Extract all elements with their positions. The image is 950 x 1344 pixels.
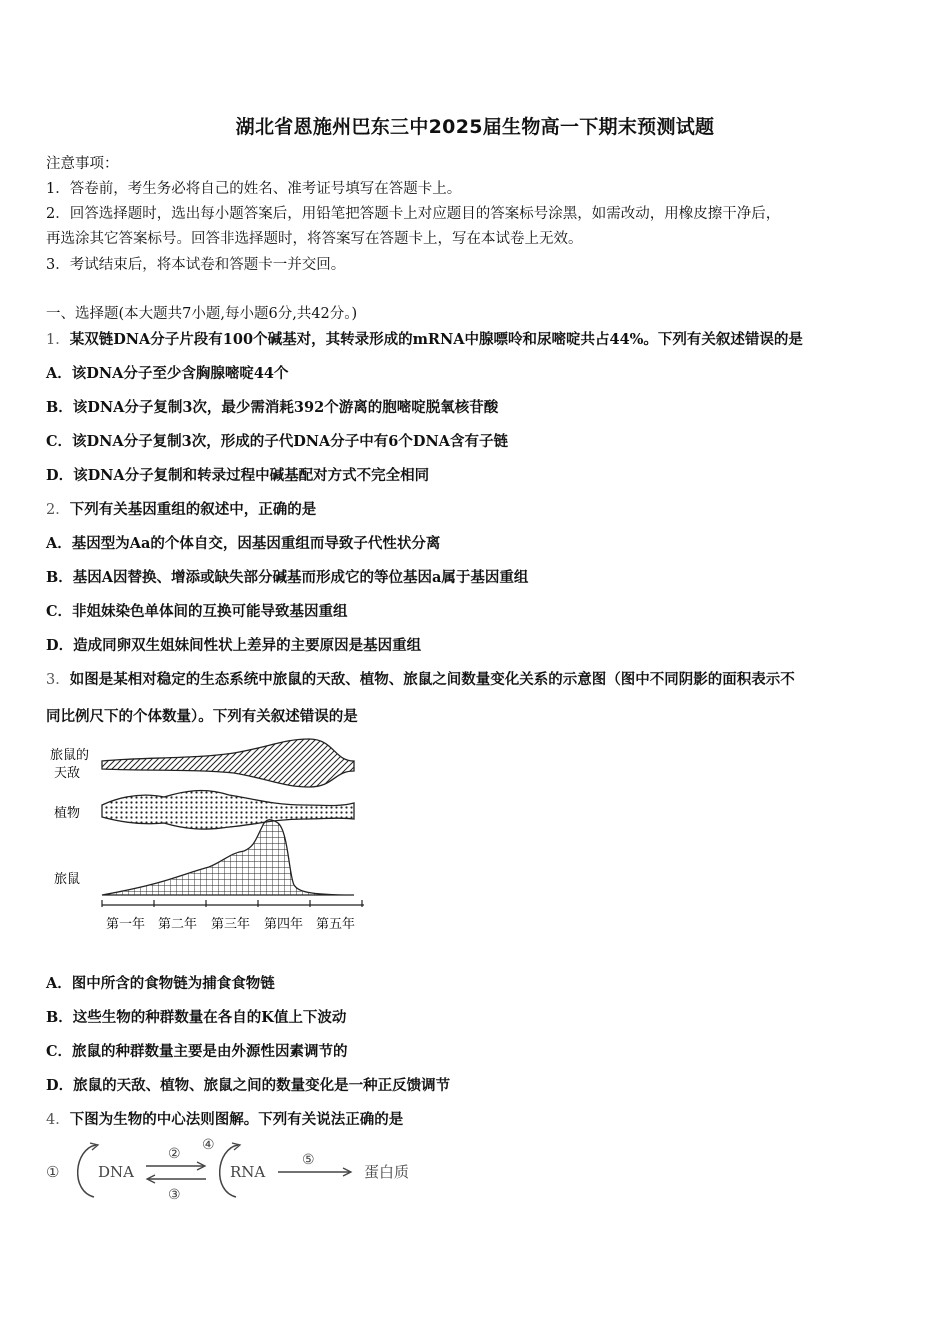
x-label-year-4: 第四年: [264, 917, 304, 932]
label-protein: 蛋白质: [364, 1163, 410, 1181]
population-diagram: [44, 735, 374, 940]
section-heading: 一、选择题(本大题共7小题,每小题6分,共42分。): [46, 306, 358, 322]
q1-option-c: C．该DNA分子复制3次，形成的子代DNA分子中有6个DNA含有子链: [46, 433, 508, 450]
question-4: [46, 1108, 403, 1129]
x-label-year-5: 第五年: [316, 917, 356, 932]
question-stem: 如图是某相对稳定的生态系统中旅鼠的天敌、植物、旅鼠之间数量变化关系的示意图（图中不同阴影的面积表示不: [69, 671, 795, 688]
notice-item-3: 3．考试结束后，将本试卷和答题卡一并交回。: [46, 257, 346, 273]
central-dogma-figure: [44, 1135, 424, 1207]
notice-heading: 注意事项：: [46, 156, 119, 172]
q3-option-d: D．旅鼠的天敌、植物、旅鼠之间的数量变化是一种正反馈调节: [46, 1077, 451, 1094]
label-lemming: 旅鼠: [54, 872, 81, 887]
lemming-area: [102, 820, 354, 895]
q2-option-c: C．非姐妹染色单体间的互换可能导致基因重组: [46, 603, 348, 620]
central-dogma-diagram: [44, 1135, 424, 1207]
dna-replication-arc: [78, 1145, 96, 1197]
label-circle-4: ④: [202, 1137, 215, 1153]
q2-option-b: B．基因A因替换、增添或缺失部分碱基而形成它的等位基因a属于基因重组: [46, 569, 529, 586]
question-number: 3．: [46, 672, 70, 688]
question-1: [46, 328, 803, 349]
label-predator-2: 天敌: [54, 766, 81, 781]
q3-option-c: C．旅鼠的种群数量主要是由外源性因素调节的: [46, 1043, 348, 1060]
notice-item-2: 2．回答选择题时，选出每小题答案后，用铅笔把答题卡上对应题目的答案标号涂黑，如需改动，用橡皮擦干净后，: [46, 206, 781, 222]
question-3-stem-cont: 同比例尺下的个体数量）。下列有关叙述错误的是: [46, 708, 358, 725]
q1-option-d: D．该DNA分子复制和转录过程中碱基配对方式不完全相同: [46, 467, 430, 484]
q2-option-d: D．造成同卵双生姐妹间性状上差异的主要原因是基因重组: [46, 637, 422, 654]
question-number: 4．: [46, 1112, 70, 1128]
predator-band: [102, 739, 354, 787]
label-circle-2: ②: [168, 1146, 181, 1162]
question-3: [46, 668, 795, 689]
x-label-year-2: 第二年: [158, 917, 198, 932]
label-dna: DNA: [98, 1163, 134, 1181]
label-circle-5: ⑤: [302, 1152, 315, 1168]
question-number: 2．: [46, 502, 70, 518]
x-label-year-1: 第一年: [106, 917, 146, 932]
page-title: 湖北省恩施州巴东三中2025届生物高一下期末预测试题: [235, 116, 715, 138]
question-2: [46, 498, 316, 519]
notice-item-2-cont: 再选涂其它答案标号。回答非选择题时，将答案写在答题卡上，写在本试卷上无效。: [46, 231, 583, 247]
question-stem: 下图为生物的中心法则图解。下列有关说法正确的是: [69, 1111, 404, 1128]
question-number: 1．: [46, 332, 70, 348]
q2-option-a: A．基因型为Aa的个体自交，因基因重组而导致子代性状分离: [46, 535, 441, 552]
label-circle-3: ③: [168, 1187, 181, 1203]
notice-item-1: 1．答卷前，考生务必将自己的姓名、准考证号填写在答题卡上。: [46, 181, 462, 197]
label-predator-1: 旅鼠的: [50, 748, 90, 763]
label-circle-1: ①: [46, 1163, 60, 1181]
label-plant: 植物: [54, 806, 81, 821]
population-figure: [44, 735, 374, 940]
plant-band: [102, 791, 354, 830]
question-stem: 下列有关基因重组的叙述中，正确的是: [69, 501, 317, 518]
q1-option-a: A．该DNA分子至少含胸腺嘧啶44个: [46, 365, 289, 382]
q1-option-b: B．该DNA分子复制3次，最少需消耗392个游离的胞嘧啶脱氧核苷酸: [46, 399, 499, 416]
q3-option-b: B．这些生物的种群数量在各自的K值上下波动: [46, 1009, 347, 1026]
x-label-year-3: 第三年: [211, 917, 251, 932]
question-stem: 某双链DNA分子片段有100个碱基对，其转录形成的mRNA中腺嘌呤和尿嘧啶共占44%。下列有关叙述错误的是: [69, 331, 803, 348]
label-rna: RNA: [230, 1163, 266, 1181]
q3-option-a: A．图中所含的食物链为捕食食物链: [46, 975, 275, 992]
